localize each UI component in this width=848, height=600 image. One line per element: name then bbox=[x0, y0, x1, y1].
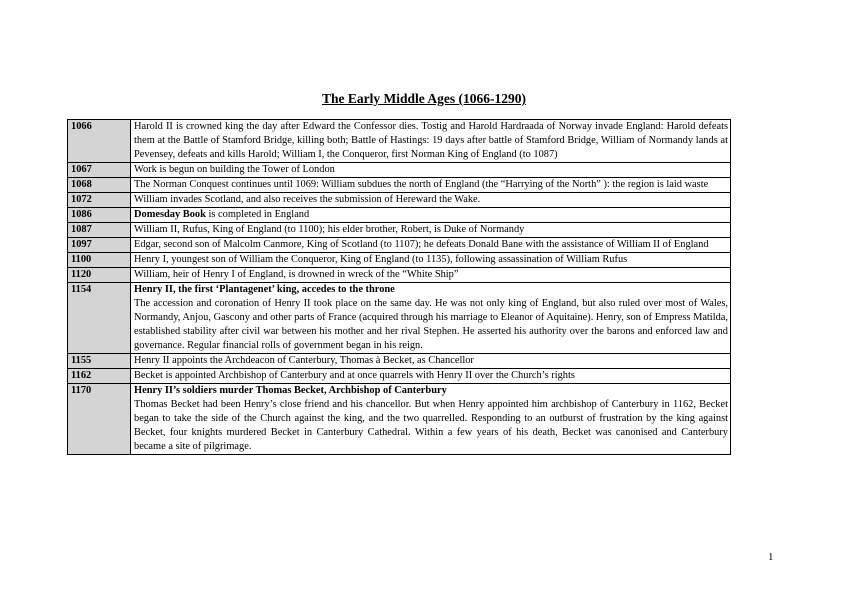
event-cell: Henry II appoints the Archdeacon of Canterbury, Thomas à Becket, as Chancellor bbox=[131, 354, 731, 369]
event-cell: William invades Scotland, and also receives the submission of Hereward the Wake. bbox=[131, 193, 731, 208]
event-cell: Becket is appointed Archbishop of Canterbury and at once quarrels with Henry II over the Church’s rights bbox=[131, 369, 731, 384]
table-row bbox=[68, 223, 731, 238]
table-row bbox=[68, 268, 731, 283]
year-cell: 1155 bbox=[68, 354, 131, 369]
event-bold-lead: Domesday Book bbox=[134, 209, 206, 220]
event-heading: Henry II’s soldiers murder Thomas Becket, Archbishop of Canterbury bbox=[134, 385, 447, 396]
table-row bbox=[68, 283, 731, 354]
event-text: is completed in England bbox=[205, 209, 310, 220]
table-row bbox=[68, 253, 731, 268]
year-cell: 1154 bbox=[68, 283, 131, 354]
table-row bbox=[68, 208, 731, 223]
table-row bbox=[68, 120, 731, 163]
year-cell: 1067 bbox=[68, 163, 131, 178]
event-text: The accession and coronation of Henry II took place on the same day. He was not only king of England, but also ruled over most of Wales, Normandy, Anjou, Gascony and other parts of France (acquired through his marriage to Eleanor of Aquitaine). Henry, son of Empress Matilda, established stability after civil war between his mother and her rival Stephen. He asserted his authority over the barons and enforced law and governance. Regular financial rolls of government began in his reign. bbox=[134, 298, 728, 351]
year-cell: 1066 bbox=[68, 120, 131, 163]
event-cell: William, heir of Henry I of England, is drowned in wreck of the “White Ship” bbox=[131, 268, 731, 283]
year-cell: 1086 bbox=[68, 208, 131, 223]
table-row bbox=[68, 369, 731, 384]
document-title: The Early Middle Ages (1066-1290) bbox=[322, 91, 526, 106]
year-cell: 1120 bbox=[68, 268, 131, 283]
event-cell bbox=[131, 384, 731, 455]
event-cell: Henry I, youngest son of William the Conqueror, King of England (to 1135), following assassination of William Rufus bbox=[131, 253, 731, 268]
table-row bbox=[68, 163, 731, 178]
table-row bbox=[68, 384, 731, 455]
event-cell: Edgar, second son of Malcolm Canmore, King of Scotland (to 1107); he defeats Donald Bane with the assistance of William II of England bbox=[131, 238, 731, 253]
year-cell: 1100 bbox=[68, 253, 131, 268]
event-cell: Harold II is crowned king the day after Edward the Confessor dies. Tostig and Harold Hardraada of Norway invade England: Harold defeats them at the Battle of Stamford Bridge, killing both; Battle of Hastings: 19 days after battle of Stamford Bridge, William of Normandy lands at Pevensey, defeats and kills Harold; William I, the Conqueror, first Norman King of England (to 1087) bbox=[131, 120, 731, 163]
event-cell bbox=[131, 208, 731, 223]
event-text: Thomas Becket had been Henry’s close friend and his chancellor. But when Henry appointed him archbishop of Canterbury in 1162, Becket began to take the side of the Church against the king, and the two quarrelled. Responding to an outburst of frustration by the king against Becket, four knights murdered Becket in Canterbury Cathedral. Within a few years of his death, Becket was canonised and Canterbury became a site of pilgrimage. bbox=[134, 399, 728, 452]
timeline-table bbox=[67, 119, 731, 455]
year-cell: 1162 bbox=[68, 369, 131, 384]
event-cell: William II, Rufus, King of England (to 1100); his elder brother, Robert, is Duke of Normandy bbox=[131, 223, 731, 238]
year-cell: 1068 bbox=[68, 178, 131, 193]
page-number: 1 bbox=[768, 551, 774, 563]
year-cell: 1097 bbox=[68, 238, 131, 253]
event-cell bbox=[131, 283, 731, 354]
table-row bbox=[68, 238, 731, 253]
table-row bbox=[68, 193, 731, 208]
event-cell: The Norman Conquest continues until 1069: William subdues the north of England (the “Harrying of the North” ): the region is laid waste bbox=[131, 178, 731, 193]
event-heading: Henry II, the first ‘Plantagenet’ king, accedes to the throne bbox=[134, 284, 395, 295]
event-cell: Work is begun on building the Tower of London bbox=[131, 163, 731, 178]
year-cell: 1170 bbox=[68, 384, 131, 455]
table-row bbox=[68, 354, 731, 369]
table-row bbox=[68, 178, 731, 193]
year-cell: 1072 bbox=[68, 193, 131, 208]
year-cell: 1087 bbox=[68, 223, 131, 238]
